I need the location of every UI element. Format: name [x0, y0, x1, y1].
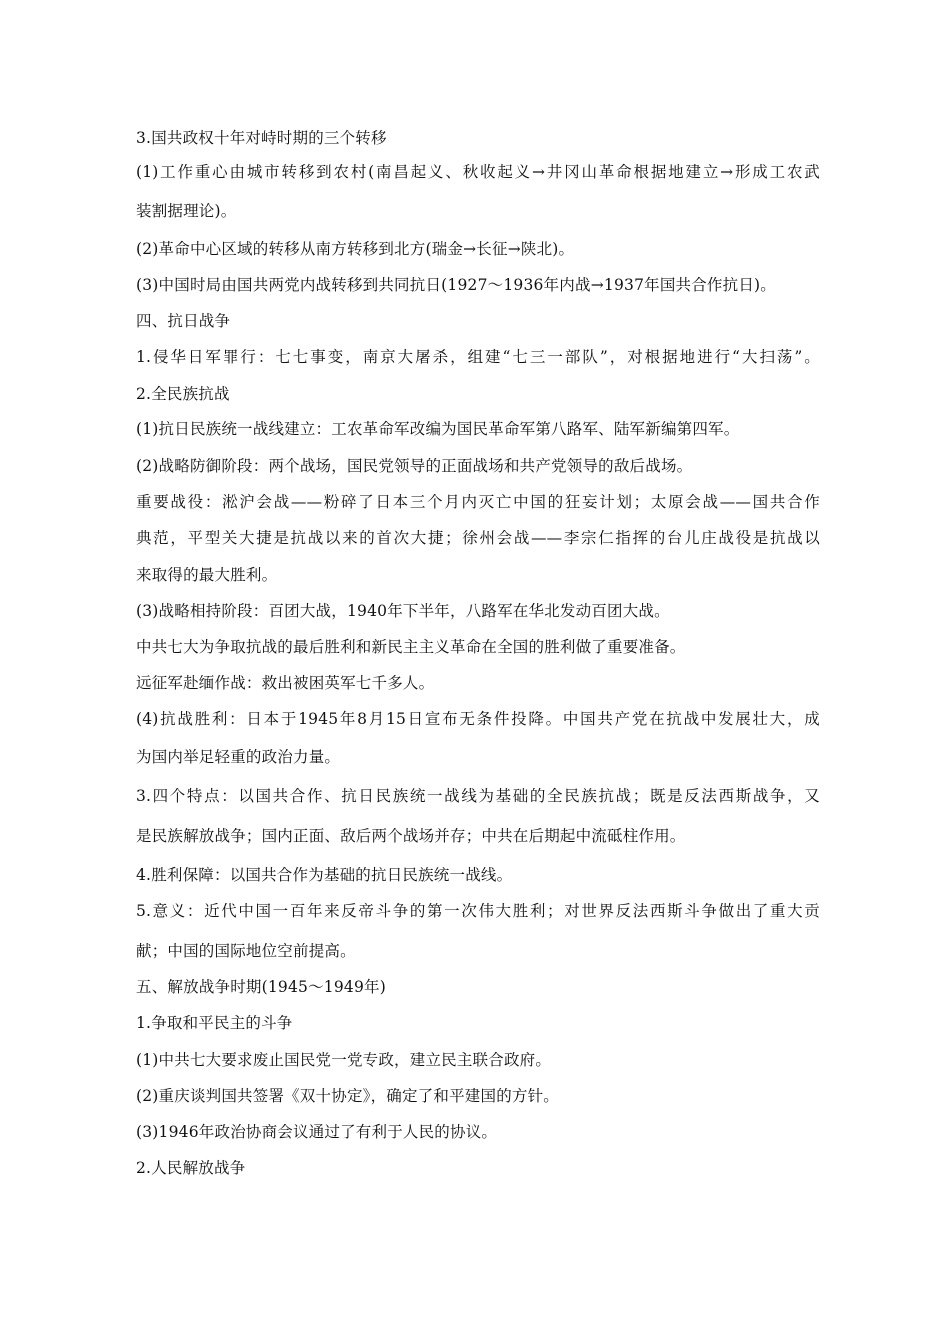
subheading-line: 2.全民族抗战: [136, 385, 230, 403]
section-heading-liberation-war: 五、解放战争时期(1945～1949年): [136, 978, 386, 996]
paragraph-line: 1.侵华日军罪行：七七事变，南京大屠杀，组建“七三一部队”，对根据地进行“大扫荡”。: [136, 348, 820, 366]
paragraph-line: (2)革命中心区域的转移从南方转移到北方(瑞金→长征→陕北)。: [136, 240, 575, 258]
paragraph-line: 装割据理论)。: [136, 202, 237, 220]
paragraph-line: 献；中国的国际地位空前提高。: [136, 942, 356, 960]
paragraph-line: 4.胜利保障：以国共合作为基础的抗日民族统一战线。: [136, 866, 513, 884]
paragraph-line: 远征军赴缅作战：救出被困英军七千多人。: [136, 674, 435, 692]
paragraph-line: 典范，平型关大捷是抗战以来的首次大捷；徐州会战——李宗仁指挥的台儿庄战役是抗战以: [136, 529, 820, 547]
paragraph-line: 为国内举足轻重的政治力量。: [136, 748, 341, 766]
subheading-line: 1.争取和平民主的斗争: [136, 1014, 293, 1032]
paragraph-line: (1)中共七大要求废止国民党一党专政，建立民主联合政府。: [136, 1051, 552, 1069]
paragraph-line: (3)1946年政治协商会议通过了有利于人民的协议。: [136, 1123, 498, 1141]
section-heading-anti-japanese-war: 四、抗日战争: [136, 312, 231, 330]
paragraph-line: (3)战略相持阶段：百团大战，1940年下半年，八路军在华北发动百团大战。: [136, 602, 670, 620]
paragraph-line: 重要战役：淞沪会战——粉碎了日本三个月内灭亡中国的狂妄计划；太原会战——国共合作: [136, 493, 820, 511]
subheading-line: 2.人民解放战争: [136, 1159, 246, 1177]
paragraph-line: 中共七大为争取抗战的最后胜利和新民主主义革命在全国的胜利做了重要准备。: [136, 638, 686, 656]
paragraph-line: (3)中国时局由国共两党内战转移到共同抗日(1927～1936年内战→1937年国共合作抗日)。: [136, 276, 776, 294]
paragraph-line: 来取得的最大胜利。: [136, 566, 278, 584]
section-heading-shift: 3.国共政权十年对峙时期的三个转移: [136, 129, 387, 147]
paragraph-line: 是民族解放战争；国内正面、敌后两个战场并存；中共在后期起中流砥柱作用。: [136, 827, 686, 845]
paragraph-line: (1)工作重心由城市转移到农村(南昌起义、秋收起义→井冈山革命根据地建立→形成工农武: [136, 163, 820, 181]
paragraph-line: (2)重庆谈判国共签署《双十协定》，确定了和平建国的方针。: [136, 1087, 560, 1105]
paragraph-line: (4)抗战胜利：日本于1945年8月15日宣布无条件投降。中国共产党在抗战中发展壮大，成: [136, 710, 820, 728]
paragraph-line: (2)战略防御阶段：两个战场，国民党领导的正面战场和共产党领导的敌后战场。: [136, 457, 693, 475]
paragraph-line: 3.四个特点：以国共合作、抗日民族统一战线为基础的全民族抗战；既是反法西斯战争，又: [136, 787, 820, 805]
paragraph-line: (1)抗日民族统一战线建立：工农革命军改编为国民革命军第八路军、陆军新编第四军。: [136, 420, 740, 438]
paragraph-line: 5.意义：近代中国一百年来反帝斗争的第一次伟大胜利；对世界反法西斯斗争做出了重大贡: [136, 902, 820, 920]
